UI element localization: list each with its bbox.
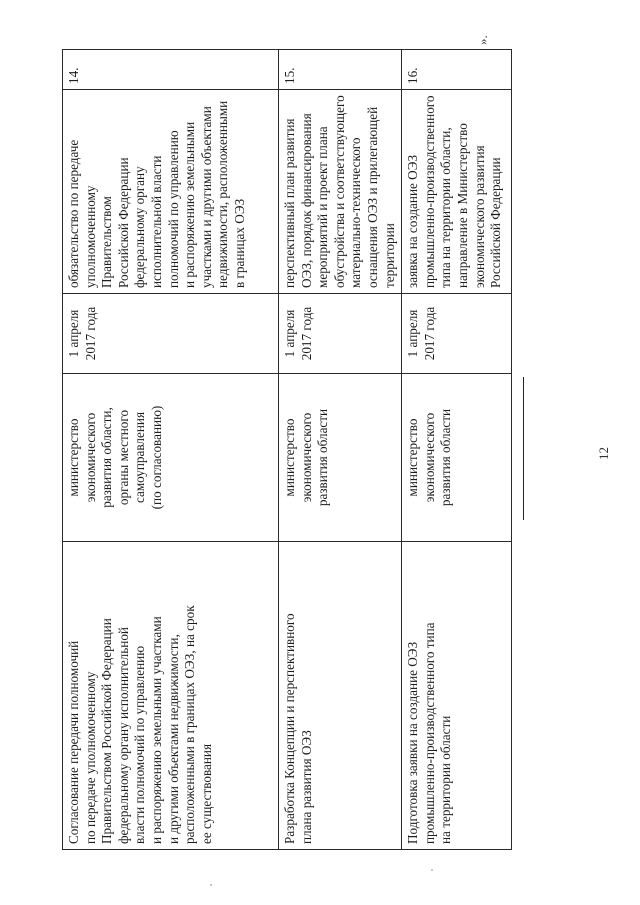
task-line: Согласование передачи полномочий	[66, 640, 81, 844]
result-cell	[402, 90, 512, 294]
deadline-line: 1 апреля	[282, 309, 297, 358]
responsible-line: экономического	[298, 412, 314, 503]
task-cell	[279, 542, 402, 850]
deadline-cell	[402, 294, 512, 374]
task-line: власти полномочий по управлению	[132, 645, 148, 844]
result-cell	[279, 90, 402, 294]
deadline-cell	[279, 294, 402, 374]
table-row	[279, 50, 402, 850]
row-number-cell: 14.	[63, 50, 279, 90]
result-line: недвижимости, расположенными	[215, 100, 231, 288]
responsible-cell	[279, 374, 402, 542]
task-line: плана развития ОЭЗ	[298, 730, 314, 844]
result-line: типа на территории области,	[438, 127, 454, 288]
result-line: обязательство по передаче	[66, 139, 81, 288]
responsible-cell	[63, 374, 279, 542]
result-line: материально-технического	[348, 137, 364, 288]
result-line: Российской Федерации	[488, 157, 504, 288]
responsible-line: министерство	[66, 418, 81, 497]
result-line: мероприятий и проект плана	[315, 126, 331, 288]
responsible-line: самоуправления	[132, 411, 148, 504]
result-line: в границах ОЭЗ	[231, 198, 247, 288]
task-line: расположенными в границах ОЭЗ, на срок	[182, 605, 198, 844]
signature-line	[523, 377, 524, 520]
responsible-line: развития области	[315, 408, 331, 507]
result-line: заявка на создание ОЭЗ	[405, 154, 421, 288]
task-line: федеральному органу исполнительной	[115, 627, 131, 844]
result-line: экономического развития	[471, 145, 487, 288]
result-cell	[63, 90, 279, 294]
deadline-line: 2017 года	[298, 306, 314, 361]
task-line: Правительством Российской Федерации	[99, 618, 115, 844]
result-line: территории	[381, 223, 397, 288]
result-line: промышленно-производственного	[421, 95, 437, 288]
result-line: и распоряжению земельными	[182, 121, 198, 288]
scan-speck	[431, 869, 433, 871]
responsible-line: министерство	[405, 418, 421, 497]
responsible-line: экономического	[82, 412, 98, 503]
page-number: 12	[596, 447, 611, 460]
result-line: участками и другими объектами	[198, 106, 214, 288]
task-line: промышленно-производственного типа	[421, 622, 437, 844]
result-line: оснащения ОЭЗ и прилегающей	[364, 106, 380, 288]
result-line: исполнительной власти	[148, 155, 164, 288]
responsible-line: развития области,	[99, 407, 115, 508]
result-line: обустройства и соответствующего	[331, 95, 347, 288]
deadline-cell	[63, 294, 279, 374]
result-line: полномочий по управлению	[165, 130, 181, 288]
task-line: ее существования	[198, 743, 214, 844]
result-line: перспективный план развития	[282, 118, 297, 288]
task-line: Подготовка заявки на создание ОЭЗ	[405, 641, 421, 844]
task-line: и другими объектами недвижимости,	[165, 634, 181, 844]
deadline-line: 2017 года	[421, 306, 437, 361]
deadline-line: 2017 года	[82, 306, 98, 361]
result-line: направление в Министерство	[454, 123, 470, 288]
table-row	[402, 50, 512, 850]
task-cell	[63, 542, 279, 850]
task-cell	[402, 542, 512, 850]
scan-speck	[210, 884, 212, 886]
table-row	[63, 50, 279, 850]
responsible-cell	[402, 374, 512, 542]
closing-quote: ».	[475, 35, 490, 45]
result-line: уполномоченному Правительством	[82, 185, 115, 288]
task-line: по передаче уполномоченному	[82, 671, 98, 844]
plan-table	[62, 49, 512, 850]
responsible-line: развития области	[438, 408, 454, 507]
task-line: на территории области	[438, 715, 454, 844]
responsible-line: органы местного	[115, 409, 131, 506]
deadline-line: 1 апреля	[66, 309, 81, 358]
deadline-line: 1 апреля	[405, 309, 421, 358]
row-number-cell: 15.	[279, 50, 402, 90]
row-number-cell: 16.	[402, 50, 512, 90]
responsible-line: министерство	[282, 418, 297, 497]
responsible-line: (по согласованию)	[148, 405, 164, 510]
result-line: Российской Федерации	[115, 157, 131, 288]
task-line: Разработка Концепции и перспективного	[282, 613, 297, 844]
responsible-line: экономического	[421, 412, 437, 503]
result-line: ОЭЗ, порядок финансирования	[298, 113, 314, 288]
task-line: и распоряжению земельными участками	[148, 616, 164, 844]
result-line: федеральному органу	[132, 166, 148, 288]
